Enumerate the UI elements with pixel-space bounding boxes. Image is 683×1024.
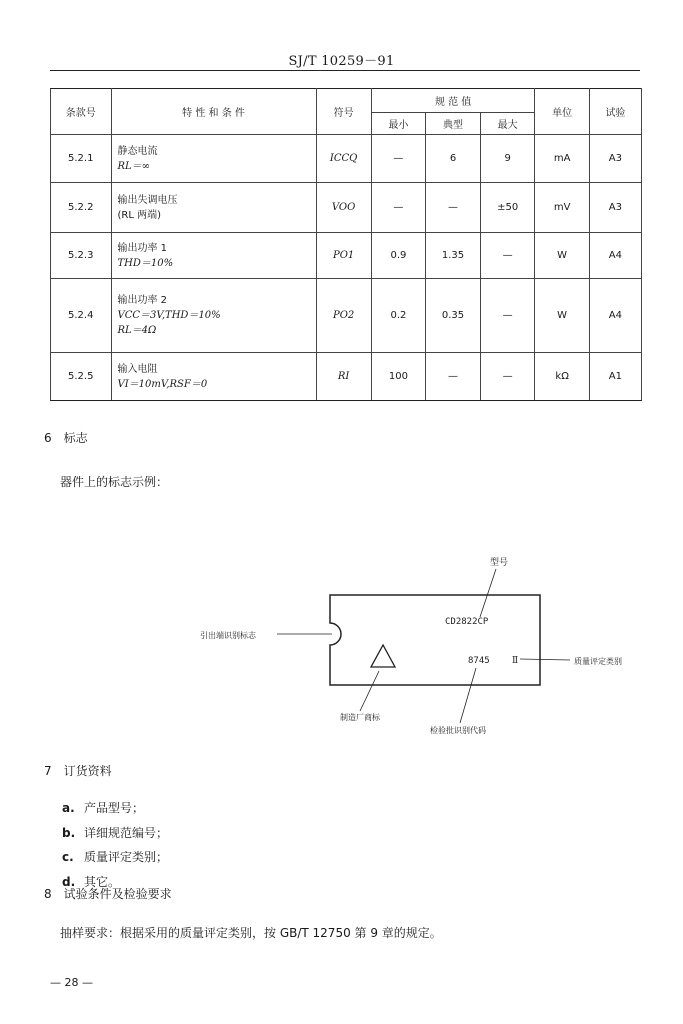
list-item [62,821,168,846]
page-header: SJ/T 10259－91 [288,54,395,69]
th-condition: 特 性 和 条 件 [111,89,316,135]
table-row [51,233,642,279]
cell-condition [111,233,316,279]
cell-min: 100 [371,353,425,401]
table-row [51,183,642,233]
label-lot: 检验批识别代码 [430,726,486,735]
cell-symbol: PO1 [316,233,371,279]
cell-condition [111,135,316,183]
chip-lot-text: 8745 [468,656,490,666]
section-6-heading: 6 标志 [44,431,88,445]
table-row [51,353,642,401]
section-7-heading: 7 订货资料 [44,764,112,778]
cell-unit: W [535,233,589,279]
cell-typ: 1.35 [426,233,481,279]
cell-symbol: ICCQ [316,135,371,183]
maker-logo-triangle [371,645,395,667]
leader-model [480,569,496,617]
cell-symbol: PO2 [316,279,371,353]
list-marker: b. [62,825,76,840]
cell-test: A4 [589,279,641,353]
cell-max: — [480,279,535,353]
th-min: 最小 [371,113,425,135]
list-text: 产品型号； [84,801,145,815]
cell-condition [111,183,316,233]
th-unit: 单位 [535,89,589,135]
condition-line: (RL 两端) [117,209,162,221]
header-rule [50,70,640,71]
page-number: — 28 — [50,976,93,989]
cell-min: — [371,135,425,183]
th-clause: 条款号 [51,89,112,135]
cell-test: A1 [589,353,641,401]
cell-condition [111,353,316,401]
cell-max: — [480,353,535,401]
order-list [62,796,168,894]
chip-quality-text: Ⅱ [512,656,519,666]
condition-line: THD＝10% [117,257,174,269]
cell-min: — [371,183,425,233]
cell-clause: 5.2.3 [51,233,112,279]
cell-test: A3 [589,135,641,183]
cell-unit: mA [535,135,589,183]
cell-symbol: VOO [316,183,371,233]
leader-lot [460,668,476,723]
condition-line: 静态电流 [117,145,158,157]
condition-line: RL＝4Ω [117,325,157,336]
label-model: 型号 [490,558,509,568]
leader-quality [520,659,570,660]
section-6-text: 器件上的标志示例： [60,475,169,489]
leader-maker [360,671,379,711]
section-8-heading: 8 试验条件及检验要求 [44,887,172,901]
list-marker: d. [62,874,76,889]
marking-diagram [160,545,680,750]
cell-typ: 0.35 [426,279,481,353]
condition-line: 输出失调电压 [117,194,178,206]
cell-typ: — [426,183,481,233]
list-marker: c. [62,850,74,864]
spec-table [50,88,642,401]
cell-unit: W [535,279,589,353]
th-spec-value: 规 范 值 [371,89,535,113]
label-pin-mark: 引出端识别标志 [200,631,256,640]
cell-max: ±50 [480,183,535,233]
cell-typ: 6 [426,135,481,183]
list-text: 其它。 [84,874,121,889]
cell-min: 0.9 [371,233,425,279]
list-text: 详细规范编号； [84,825,169,840]
list-text: 质量评定类别； [84,850,169,864]
condition-line: 输出功率 1 [117,242,168,254]
cell-typ: — [426,353,481,401]
cell-unit: mV [535,183,589,233]
cell-max: 9 [480,135,535,183]
cell-condition [111,279,316,353]
cell-test: A3 [589,183,641,233]
list-item [62,845,168,870]
th-symbol: 符号 [316,89,371,135]
list-item [62,796,168,821]
chip-outline [330,595,540,685]
condition-line: 输出功率 2 [117,295,168,306]
label-maker: 制造厂商标 [340,713,380,722]
cell-clause: 5.2.2 [51,183,112,233]
section-8-text: 抽样要求：根据采用的质量评定类别，按 GB/T 12750 第 9 章的规定。 [60,926,442,940]
condition-line: VI＝10mV,RSF＝0 [117,378,208,390]
cell-max: — [480,233,535,279]
condition-line: RL＝∞ [117,160,150,172]
cell-symbol: RI [316,353,371,401]
cell-clause: 5.2.1 [51,135,112,183]
cell-clause: 5.2.5 [51,353,112,401]
cell-clause: 5.2.4 [51,279,112,353]
chip-model-text: CD2822CP [445,617,489,627]
cell-test: A4 [589,233,641,279]
th-max: 最大 [480,113,535,135]
th-test: 试验 [589,89,641,135]
label-quality: 质量评定类别 [574,657,622,666]
table-row [51,279,642,353]
list-marker: a. [62,801,75,815]
condition-line: 输入电阻 [117,363,158,375]
cell-min: 0.2 [371,279,425,353]
condition-line: VCC＝3V,THD＝10% [117,310,221,321]
th-typ: 典型 [426,113,481,135]
table-row [51,135,642,183]
cell-unit: kΩ [535,353,589,401]
